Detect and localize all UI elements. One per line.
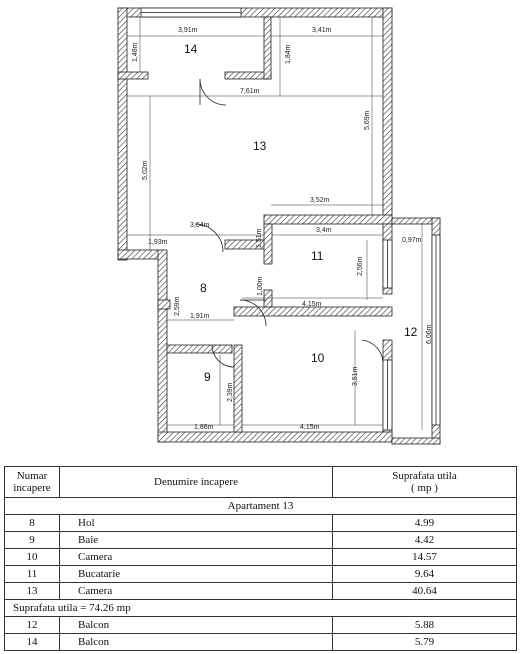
- dim-label: 3,51m: [352, 366, 359, 386]
- room-number: 12: [5, 617, 60, 634]
- dim-label: 3,91m: [178, 27, 198, 34]
- room-area: 4.42: [333, 532, 517, 549]
- dim-label: 6,06m: [426, 324, 433, 344]
- room-area: 14.57: [333, 549, 517, 566]
- room-number-14: 14: [184, 42, 198, 56]
- room-name: Camera: [60, 583, 333, 600]
- room-area: 5.88: [333, 617, 517, 634]
- room-area: 40.64: [333, 583, 517, 600]
- room-areas-table: [4, 466, 517, 651]
- room-area: 9.64: [333, 566, 517, 583]
- room-number: 13: [5, 583, 60, 600]
- room-number-8: 8: [200, 281, 207, 295]
- dim-label: 0,97m: [402, 237, 422, 244]
- room-name: Baie: [60, 532, 333, 549]
- table-row: [5, 617, 517, 634]
- dim-label: 1,00m: [257, 276, 264, 296]
- dim-label: 2,56m: [357, 256, 364, 276]
- room-name: Hol: [60, 515, 333, 532]
- dim-label: 3,4m: [316, 227, 332, 234]
- room-number-13: 13: [253, 139, 267, 153]
- room-name: Bucatarie: [60, 566, 333, 583]
- dim-label: 2,59m: [174, 296, 181, 316]
- total-useful-area: Suprafata utila = 74.26 mp: [5, 600, 517, 617]
- room-name: Balcon: [60, 617, 333, 634]
- room-number: 10: [5, 549, 60, 566]
- room-area: 4.99: [333, 515, 517, 532]
- dim-label: 3,41m: [312, 27, 332, 34]
- dim-label: 1,51m: [256, 228, 263, 248]
- dim-label: 4,15m: [302, 301, 322, 308]
- room-name: Balcon: [60, 634, 333, 651]
- room-number: 9: [5, 532, 60, 549]
- header-room-name: Denumire incapere: [60, 467, 333, 498]
- dim-label: 1,93m: [148, 239, 168, 246]
- room-number-11: 11: [311, 249, 324, 263]
- dim-label: 3,64m: [190, 222, 210, 229]
- dim-label: 1,91m: [190, 313, 210, 320]
- room-number-12: 12: [404, 325, 418, 339]
- dim-label: 4,15m: [300, 424, 320, 431]
- table-row: [5, 583, 517, 600]
- table-row: [5, 532, 517, 549]
- room-number-9: 9: [204, 370, 211, 384]
- room-number: 8: [5, 515, 60, 532]
- room-name: Camera: [60, 549, 333, 566]
- dim-label: 7,61m: [240, 88, 260, 95]
- table-row: [5, 549, 517, 566]
- dim-label: 5,02m: [142, 160, 149, 180]
- room-number: 14: [5, 634, 60, 651]
- table-row: [5, 515, 517, 532]
- dim-label: 1,86m: [194, 424, 214, 431]
- apartment-subheader: Apartament 13: [5, 498, 517, 515]
- room-area: 5.79: [333, 634, 517, 651]
- dim-label: 2,39m: [227, 382, 234, 402]
- table-row: [5, 566, 517, 583]
- dim-label: 3,52m: [310, 197, 330, 204]
- header-useful-area: Suprafata utila ( mp ): [333, 467, 517, 498]
- table-row: [5, 634, 517, 651]
- dim-label: 1,48m: [132, 42, 139, 62]
- dim-label: 1,84m: [285, 44, 292, 64]
- header-room-number: Numar incapere: [5, 467, 60, 498]
- room-number-10: 10: [311, 351, 325, 365]
- dim-label: 5,69m: [364, 110, 371, 130]
- room-number: 11: [5, 566, 60, 583]
